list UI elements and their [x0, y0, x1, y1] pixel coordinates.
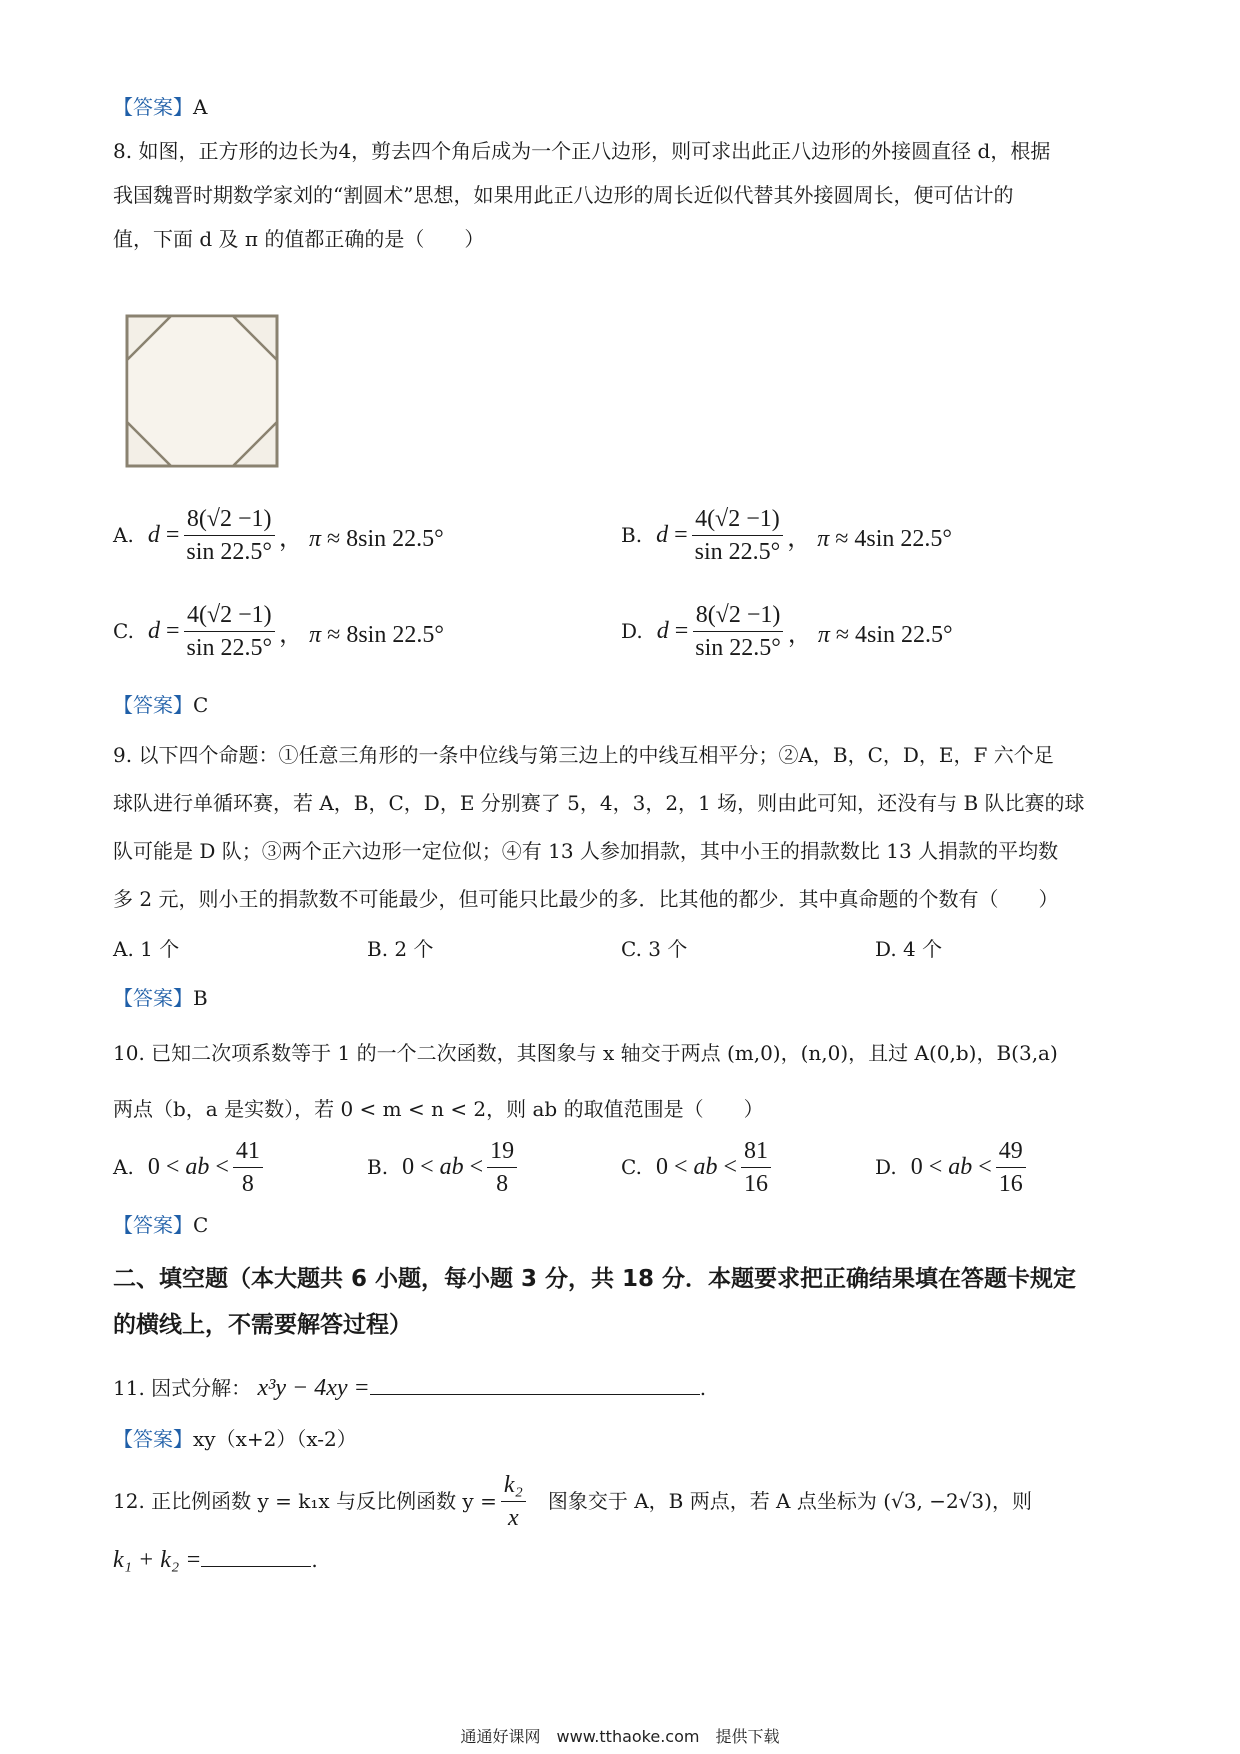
q12-answer-blank[interactable] — [201, 1542, 311, 1567]
q12-frac-numerator: k₂ — [501, 1470, 526, 1502]
answer-q8 — [113, 690, 1133, 720]
q10-line-2: 两点（b，a 是实数），若 0 < m < n < 2，则 ab 的取值范围是（ ） — [113, 1097, 764, 1121]
answer-value: A — [193, 95, 208, 119]
answer-q11 — [113, 1424, 1133, 1454]
section-heading-line-1: 二、填空题（本大题共 6 小题，每小题 3 分，共 18 分．本题要求把正确结果填在答题卡规定 — [113, 1266, 1077, 1292]
option-numerator: 8(√2 −1) — [184, 504, 275, 536]
q9-line-1: 9. 以下四个命题：①任意三角形的一条中位线与第三边上的中线互相平分；②A，B，C，D，E，F 六个足 — [113, 743, 1054, 767]
q11-expression: x³y − 4xy = — [257, 1375, 370, 1401]
answer-value: C — [193, 1213, 209, 1237]
option-label: C. — [621, 1155, 642, 1179]
answer-value: xy（x+2）（x-2） — [193, 1427, 357, 1451]
option-denominator: 8 — [496, 1170, 509, 1197]
q8-options-row-2 — [113, 596, 1133, 666]
q11-answer-blank[interactable] — [370, 1370, 700, 1395]
pi-coefficient: 8 — [346, 621, 359, 648]
q12-end: . — [311, 1548, 318, 1572]
option-label: C. — [113, 619, 134, 643]
option-label: A. — [113, 1155, 134, 1179]
option-label: A. — [113, 523, 134, 547]
option-denominator: 16 — [998, 1170, 1023, 1197]
q9-line-2: 球队进行单循环赛，若 A，B，C，D，E 分别赛了 5，4，3，2，1 场，则由此可知，还没有与 B 队比赛的球 — [113, 791, 1085, 815]
option-numerator: 8(√2 −1) — [693, 600, 784, 632]
option-label: D. — [875, 1155, 897, 1179]
q8-option-d[interactable]: D. d = $\frac{8(√2 -1)}{\sin 22.5^\circ}$ ， π ≈ 4sin 22.5° — [621, 601, 953, 661]
pi-coefficient: 4 — [855, 621, 868, 648]
option-numerator: 81 — [741, 1136, 771, 1168]
option-denominator: sin 22.5° — [695, 634, 781, 661]
q12-line-1 — [113, 1466, 1133, 1536]
q9-line-4: 多 2 元，则小王的捐款数不可能最少，但可能只比最少的多．比其他的都少．其中真命题的个数有（ ） — [113, 887, 1059, 911]
q12-prefix: 12. 正比例函数 y = k₁x 与反比例函数 y = — [113, 1489, 497, 1513]
option-denominator: sin 22.5° — [186, 538, 272, 565]
pi-coefficient: 8 — [346, 525, 359, 552]
pi-coefficient: 4 — [854, 525, 867, 552]
q9-line-3: 队可能是 D 队；③两个正六边形一定位似；④有 13 人参加捐款，其中小王的捐款数比 13 人捐款的平均数 — [113, 839, 1059, 863]
option-numerator: 49 — [996, 1136, 1026, 1168]
option-numerator: 19 — [487, 1136, 517, 1168]
q11-prefix: 11. 因式分解： — [113, 1376, 252, 1400]
q12-line-2 — [113, 1542, 1133, 1575]
answer-tag: 【答案】 — [113, 1427, 193, 1451]
q10-options — [113, 1132, 1133, 1202]
option-numerator: 41 — [233, 1136, 263, 1168]
octagon-outline — [127, 316, 277, 466]
q9-option-b[interactable]: B. 2 个 — [367, 937, 434, 961]
q9-options — [113, 934, 1133, 964]
q9-option-d[interactable]: D. 4 个 — [875, 937, 943, 961]
q10-line-1: 10. 已知二次项系数等于 1 的一个二次函数，其图象与 x 轴交于两点 (m,0)，(n,0)，且过 A(0,b)，B(3,a) — [113, 1041, 1058, 1065]
q10-option-a[interactable]: A. 0 < ab < $\frac{41}{8}$ — [113, 1132, 267, 1202]
option-numerator: 4(√2 −1) — [184, 600, 275, 632]
answer-q9 — [113, 983, 1133, 1013]
octagon-figure — [123, 312, 283, 472]
q12-suffix: 图象交于 A，B 两点，若 A 点坐标为 (√3, −2√3)，则 — [547, 1489, 1032, 1513]
q10-option-c[interactable]: C. 0 < ab < $\frac{81}{16}$ — [621, 1132, 775, 1202]
option-numerator: 4(√2 −1) — [692, 504, 783, 536]
answer-tag: 【答案】 — [113, 1213, 193, 1237]
q9-option-a[interactable]: A. 1 个 — [113, 937, 180, 961]
answer-value: C — [193, 693, 209, 717]
q12-expression: k₁ + k₂ = — [113, 1547, 202, 1573]
answer-q7 — [113, 92, 1133, 122]
option-label: D. — [621, 619, 643, 643]
option-denominator: 16 — [744, 1170, 769, 1197]
option-denominator: sin 22.5° — [694, 538, 781, 565]
answer-tag: 【答案】 — [113, 693, 193, 717]
q11-end: . — [699, 1376, 707, 1400]
q10-option-b[interactable]: B. 0 < ab < $\frac{19}{8}$ — [367, 1132, 521, 1202]
q8-options-row-1 — [113, 500, 1133, 570]
q8-option-b[interactable]: B. d = $\frac{4(√2 -1)}{\sin 22.5^\circ}$ ， π ≈ 4sin 22.5° — [621, 505, 953, 565]
q8-line-2: 我国魏晋时期数学家刘的“割圆术”思想，如果用此正八边形的周长近似代替其外接圆周长，便可估计的 — [113, 183, 1014, 207]
option-denominator: sin 22.5° — [186, 634, 273, 661]
option-denominator: 8 — [241, 1170, 254, 1197]
answer-tag: 【答案】 — [113, 986, 193, 1010]
q8-option-a[interactable]: A. d = $\frac{8(√2 -1)}{\sin 22.5^\circ}$ ， π ≈ 8sin 22.5° — [113, 505, 444, 565]
q12-frac-denominator: x — [508, 1504, 519, 1531]
answer-tag: 【答案】 — [113, 95, 193, 119]
q8-option-c[interactable]: C. d = $\frac{4(√2 -1)}{\sin 22.5^\circ}$ ， π ≈ 8sin 22.5° — [113, 601, 444, 661]
q9-option-c[interactable]: C. 3 个 — [621, 937, 688, 961]
option-label: B. — [621, 523, 643, 547]
q10-option-d[interactable]: D. 0 < ab < $\frac{49}{16}$ — [875, 1132, 1030, 1202]
answer-q10 — [113, 1210, 1133, 1240]
section-heading-line-2: 的横线上，不需要解答过程） — [113, 1312, 412, 1338]
q8-line-3: 值，下面 d 及 π 的值都正确的是（ ） — [113, 227, 485, 251]
page-footer: 通通好课网 www.tthaoke.com 提供下载 — [460, 1727, 780, 1746]
answer-value: B — [193, 986, 208, 1010]
q11-line — [113, 1370, 1133, 1403]
q8-line-1: 8. 如图，正方形的边长为4，剪去四个角后成为一个正八边形，则可求出此正八边形的外接圆直径 d，根据 — [113, 139, 1051, 163]
option-label: B. — [367, 1155, 389, 1179]
